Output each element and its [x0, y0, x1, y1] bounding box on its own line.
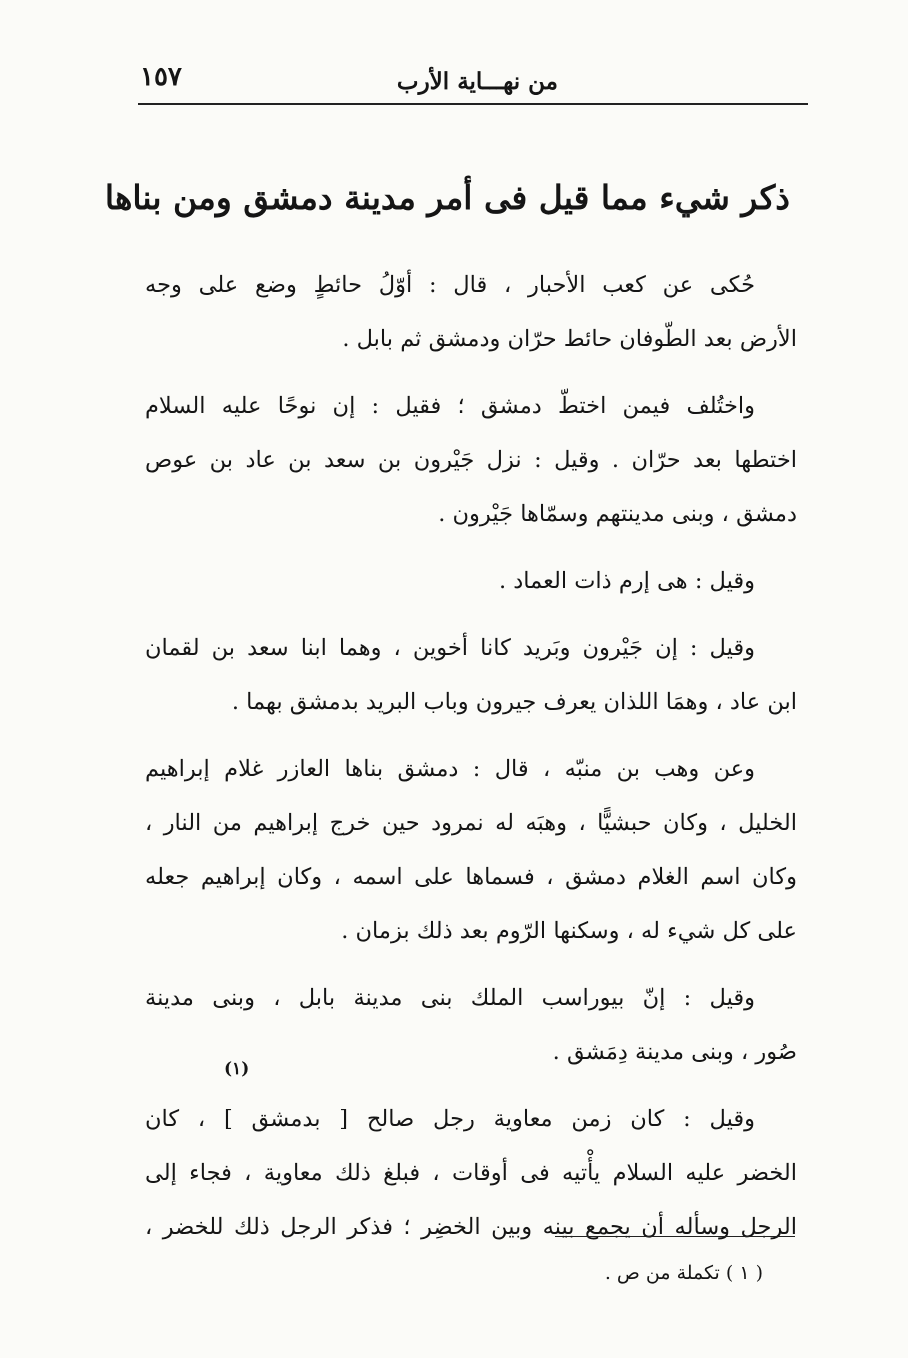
text-line: ابن عاد ، وهمَا اللذان يعرف جيرون وباب البريد بدمشق بهما .	[231, 689, 797, 715]
text-line: وقيل : إن جَيْرون وبَريد كانا أخوين ، وهما ابنا سعد بن لقمان	[145, 635, 755, 661]
footnote: ( ١ ) تكملة من ص .	[604, 1262, 763, 1284]
footnote-marker: (١)	[224, 1059, 250, 1079]
text-line: الخليل ، وكان حبشيًّا ، وهبَه له نمرود حين خرج إبراهيم من النار ،	[145, 810, 797, 836]
paragraph	[145, 554, 797, 608]
chapter-title: ذكر شيء مما قيل فى أمر مدينة دمشق ومن بناها	[104, 178, 790, 217]
text-line: واختُلف فيمن اختطّ دمشق ؛ فقيل : إن نوحًا عليه السلام	[145, 393, 755, 419]
page-number: ١٥٧	[140, 62, 182, 92]
text-line: وقيل : هى إرم ذات العماد .	[498, 568, 755, 594]
text-line: وكان اسم الغلام دمشق ، فسماها على اسمه ، وكان إبراهيم جعله	[145, 864, 797, 890]
text-line: الرجل وسأله أن يجمع بينه وبين الخضِر ؛ فذكر الرجل ذلك للخضر ،	[145, 1214, 797, 1240]
text-line: اختطها بعد حرّان . وقيل : نزل جَيْرون بن سعد بن عاد بن عوص	[145, 447, 797, 473]
text-line: الأرض بعد الطّوفان حائط حرّان ودمشق ثم بابل .	[342, 326, 797, 352]
footnote-rule	[555, 1236, 795, 1237]
header-rule	[138, 103, 808, 105]
text-line: حُكى عن كعب الأحبار ، قال : أوّلُ حائطٍ وضع على وجه	[145, 272, 755, 298]
text-line: الخضر عليه السلام يأْتيه فى أوقات ، فبلغ ذلك معاوية ، فجاء إلى	[145, 1160, 797, 1186]
text-line: دمشق ، وبنى مدينتهم وسمّاها جَيْرون .	[438, 501, 797, 527]
paragraph	[145, 258, 797, 366]
body-text	[145, 258, 797, 1267]
paragraph	[145, 379, 797, 541]
text-line: وعن وهب بن منبّه ، قال : دمشق بناها العازر غلام إبراهيم	[145, 756, 755, 782]
paragraph	[145, 621, 797, 729]
text-line: وقيل : إنّ بيوراسب الملك بنى مدينة بابل ، وبنى مدينة	[145, 985, 755, 1011]
running-header	[138, 62, 796, 102]
running-title: من نهـــاية الأرب	[396, 68, 558, 95]
text-line: وقيل : كان زمن معاوية رجل صالح [ بدمشق ] ، كان	[145, 1106, 755, 1132]
text-line: صُور ، وبنى مدينة دِمَشق .	[552, 1039, 797, 1065]
text-line: على كل شيء له ، وسكنها الرّوم بعد ذلك بزمان .	[341, 918, 797, 944]
paragraph	[145, 1092, 797, 1254]
paragraph	[145, 742, 797, 958]
